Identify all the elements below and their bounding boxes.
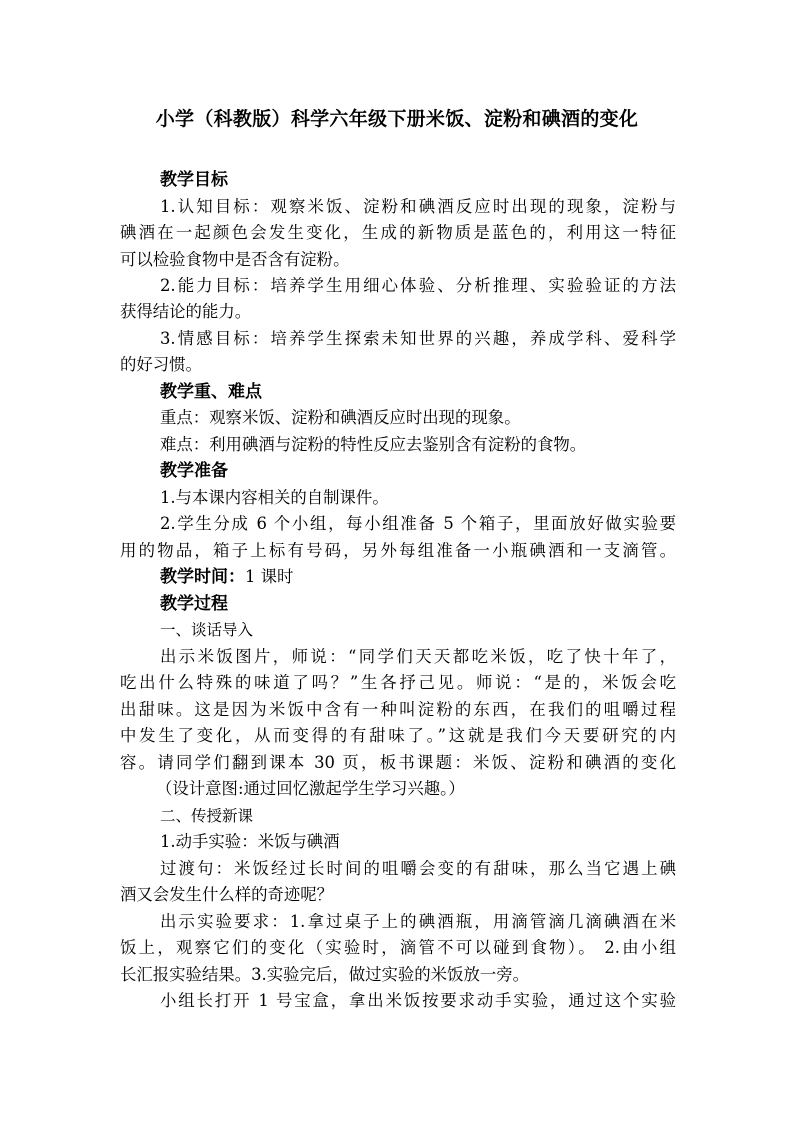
objective-2-line-2: 获得结论的能力。 (120, 302, 252, 321)
transition-line-1: 过渡句：米饭经过长时间的咀嚼会变的有甜味，那么当它遇上碘 (160, 859, 676, 878)
preparation-2-line-1: 2.学生分成 6 个小组，每小组准备 5 个箱子，里面放好做实验要 (160, 514, 676, 533)
process-sub1: 1.动手实验：米饭与碘酒 (160, 832, 340, 851)
requirement-line-2: 饭上，观察它们的变化（实验时，滴管不可以碰到食物）。 2.由小组 (120, 938, 676, 957)
key-point-focus: 重点：观察米饭、淀粉和碘酒反应时出现的现象。 (160, 408, 521, 427)
preparation-1: 1.与本课内容相关的自制课件。 (160, 488, 389, 507)
process-heading: 教学过程 (160, 594, 228, 614)
key-points-heading: 教学重、难点 (160, 382, 262, 402)
objective-3-line-1: 3.情感目标：培养学生探索未知世界的兴趣，养成学科、爱科学 (160, 329, 676, 348)
key-point-difficulty: 难点：利用碘酒与淀粉的特性反应去鉴别含有淀粉的食物。 (160, 435, 587, 454)
preparation-2-line-2: 用的物品，箱子上标有号码，另外每组准备一小瓶碘酒和一支滴管。 (120, 541, 676, 560)
objective-3-line-2: 的好习惯。 (120, 355, 202, 374)
objective-1-line-3: 可以检验食物中是否含有淀粉。 (120, 250, 350, 269)
requirement-line-3: 长汇报实验结果。3.实验完后，做过实验的米饭放一旁。 (120, 965, 530, 984)
requirement-line-1: 出示实验要求：1.拿过桌子上的碘酒瓶，用滴管滴几滴碘酒在米 (160, 912, 676, 931)
time-value: 1 课时 (245, 567, 294, 586)
objectives-heading: 教学目标 (160, 170, 228, 190)
time-heading: 教学时间： (160, 567, 245, 587)
part1-design-note: （设计意图:通过回忆激起学生学习兴趣。） (156, 779, 465, 798)
process-last-line: 小组长打开 1 号宝盒，拿出米饭按要求动手实验，通过这个实验 (160, 991, 676, 1010)
objective-2-line-1: 2.能力目标：培养学生用细心体验、分析推理、实验验证的方法 (160, 276, 676, 295)
process-part2-heading: 二、传授新课 (160, 807, 254, 825)
document-title: 小学（科教版）科学六年级下册米饭、淀粉和碘酒的变化 (155, 108, 639, 130)
objective-1-line-1: 1.认知目标：观察米饭、淀粉和碘酒反应时出现的现象，淀粉与 (160, 197, 676, 216)
part1-line-2: 吃出什么特殊的味道了吗？”生各抒己见。师说：“是的，米饭会吃 (120, 673, 676, 692)
part1-line-3: 出甜味。这是因为米饭中含有一种叫淀粉的东西，在我们的咀嚼过程 (120, 700, 676, 719)
transition-line-2: 酒又会发生什么样的奇迹呢？ (120, 885, 334, 904)
part1-line-1: 出示米饭图片，师说：“同学们天天都吃米饭，吃了快十年了， (160, 647, 676, 666)
objective-1-line-2: 碘酒在一起颜色会发生变化，生成的新物质是蓝色的，利用这一特征 (120, 223, 676, 242)
part1-line-5: 容。请同学们翻到课本 30 页，板书课题：米饭、淀粉和碘酒的变化 (120, 753, 676, 772)
part1-line-4: 中发生了变化，从而变得的有甜味了。”这就是我们今天要研究的内 (120, 726, 676, 745)
time-row (160, 567, 676, 587)
preparation-heading: 教学准备 (160, 461, 228, 481)
process-part1-heading: 一、谈话导入 (160, 621, 254, 639)
